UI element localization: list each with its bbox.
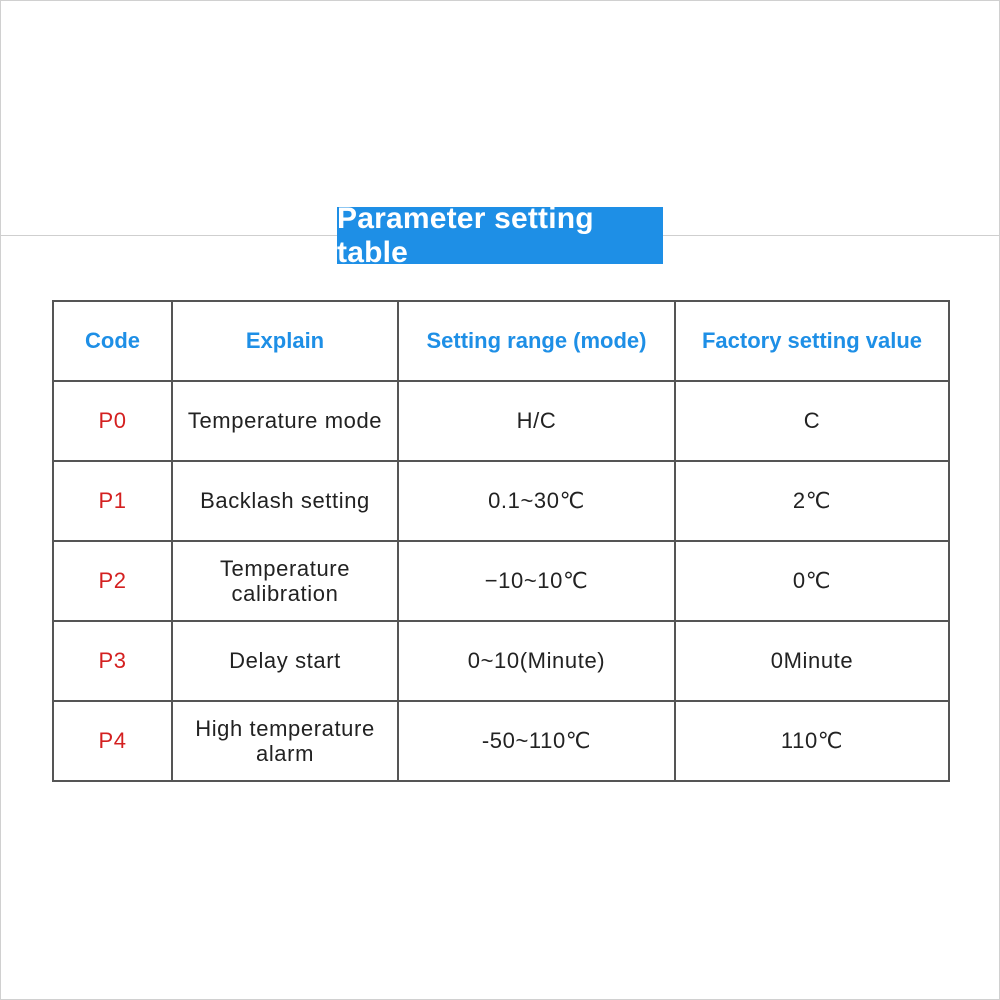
header-setting-range: Setting range (mode) (398, 301, 675, 381)
cell-code: P1 (53, 461, 172, 541)
cell-range: 0~10(Minute) (398, 621, 675, 701)
header-explain: Explain (172, 301, 398, 381)
cell-factory: C (675, 381, 949, 461)
parameter-table (52, 300, 950, 782)
table-title (337, 201, 663, 269)
table-row (53, 541, 949, 621)
table-row (53, 621, 949, 701)
cell-range: −10~10℃ (398, 541, 675, 621)
cell-explain: High temperature alarm (172, 701, 398, 781)
header-code: Code (53, 301, 172, 381)
cell-range: 0.1~30℃ (398, 461, 675, 541)
cell-range: H/C (398, 381, 675, 461)
cell-factory: 110℃ (675, 701, 949, 781)
cell-explain: Temperature mode (172, 381, 398, 461)
cell-explain: Temperature calibration (172, 541, 398, 621)
cell-code: P0 (53, 381, 172, 461)
table-title-text: Parameter setting table (337, 201, 594, 269)
table-row (53, 701, 949, 781)
cell-factory: 0℃ (675, 541, 949, 621)
cell-code: P4 (53, 701, 172, 781)
cell-explain: Backlash setting (172, 461, 398, 541)
cell-code: P2 (53, 541, 172, 621)
cell-explain: Delay start (172, 621, 398, 701)
header-factory-value: Factory setting value (675, 301, 949, 381)
table-row (53, 381, 949, 461)
table-header-row (53, 301, 949, 381)
cell-range: -50~110℃ (398, 701, 675, 781)
table-row (53, 461, 949, 541)
cell-factory: 2℃ (675, 461, 949, 541)
cell-factory: 0Minute (675, 621, 949, 701)
cell-code: P3 (53, 621, 172, 701)
